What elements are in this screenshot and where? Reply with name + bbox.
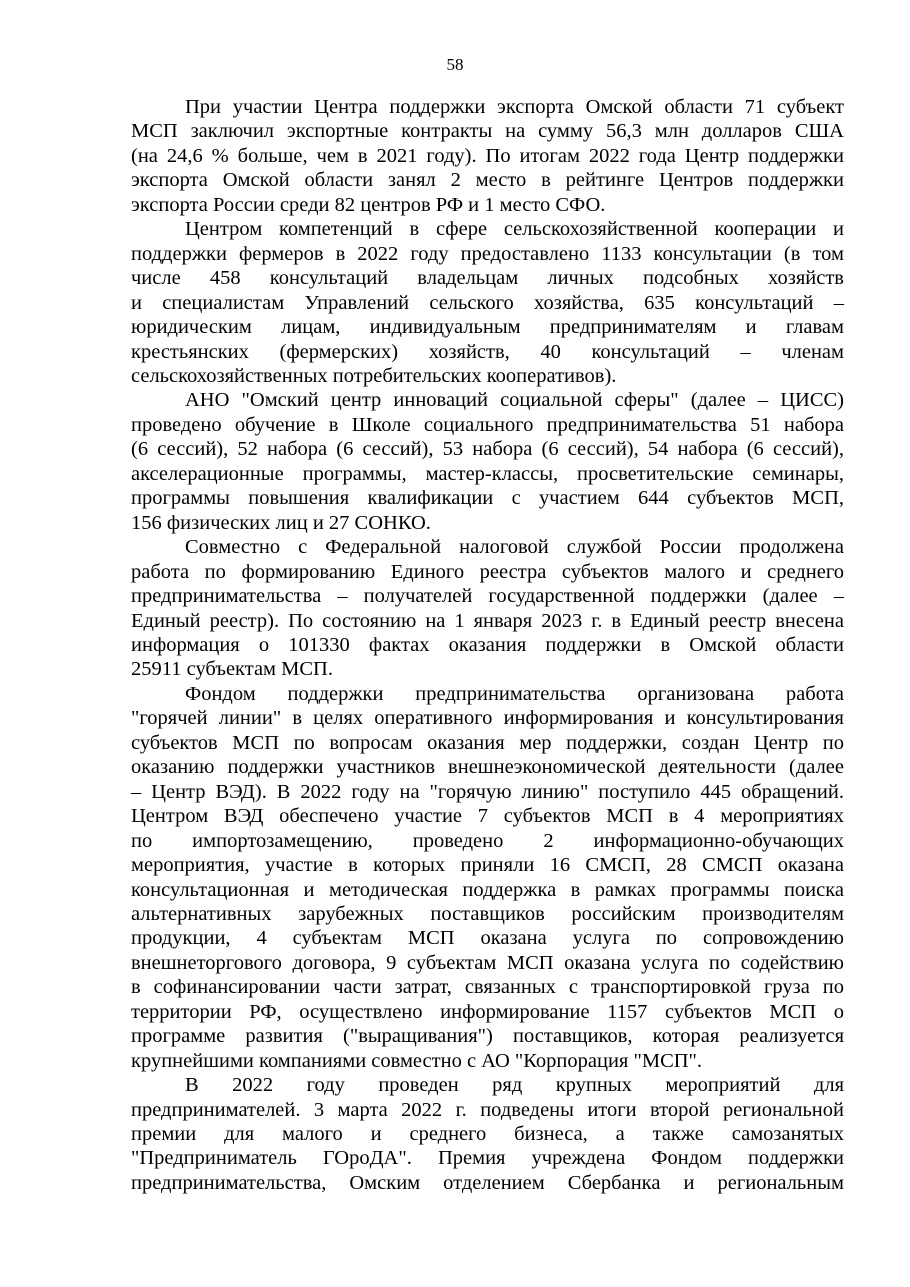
text-line: При участии Центра поддержки экспорта Омской области 71 субъект [185,96,844,118]
text-line: юридическим лицам, индивидуальным предпринимателям и главам [131,316,844,339]
paragraph-export-center [131,95,844,217]
text-line: Фондом поддержки предпринимательства организована работа [185,682,844,705]
document-body [131,95,844,1195]
text-line: программе развития ("выращивания") поставщиков, которая реализуется [131,1025,844,1048]
paragraph-events-award [131,1073,844,1195]
paragraph-social-innovation-center [131,388,844,535]
text-line: предпринимательства – получателей государственной поддержки (далее – [131,585,844,608]
text-line: территории РФ, осуществлено информирование 1157 субъектов МСП о [131,1000,844,1023]
text-line: субъектов МСП по вопросам оказания мер поддержки, создан Центр по [131,731,844,754]
text-line: МСП заключил экспортные контракты на сумму 56,3 млн долларов США [131,120,844,143]
text-line: Центром компетенций в сфере сельскохозяйственной кооперации и [185,218,844,241]
text-line: 156 физических лиц и 27 СОНКО. [131,511,431,534]
text-line: премии для малого и среднего бизнеса, а также самозанятых [131,1123,844,1146]
paragraph-agri-competence-center [131,217,844,388]
text-line: оказанию поддержки участников внешнеэкономической деятельности (далее [131,756,844,779]
text-line: консультационная и методическая поддержка в рамках программы поиска [131,878,844,901]
text-line: мероприятия, участие в которых приняли 16 СМСП, 28 СМСП оказана [131,854,844,877]
text-line: проведено обучение в Школе социального предпринимательства 51 набора [131,413,844,436]
text-line: 25911 субъектам МСП. [131,658,333,681]
text-line: (6 сессий), 52 набора (6 сессий), 53 набора (6 сессий), 54 набора (6 сессий), [131,438,844,461]
text-line: – Центр ВЭД). В 2022 году на "горячую линию" поступило 445 обращений. [131,780,844,803]
text-line: работа по формированию Единого реестра субъектов малого и среднего [131,560,844,583]
text-line: поддержки фермеров в 2022 году предоставлено 1133 консультации (в том [131,242,844,265]
text-line: Совместно с Федеральной налоговой службой России продолжена [185,536,844,559]
text-line: альтернативных зарубежных поставщиков российским производителям [131,902,844,925]
text-line: "горячей линии" в целях оперативного информирования и консультирования [131,707,844,730]
text-line: "Предприниматель ГОроДА". Премия учреждена Фондом поддержки [131,1147,844,1170]
text-line: информация о 101330 фактах оказания поддержки в Омской области [131,633,844,656]
text-line: и специалистам Управлений сельского хозяйства, 635 консультаций – [131,291,844,314]
text-line: внешнеторгового договора, 9 субъектам МСП оказана услуга по содействию [131,951,844,974]
paragraph-hotline-fea-center [131,682,844,1073]
text-line: В 2022 году проведен ряд крупных мероприятий для [185,1074,844,1097]
text-line: крупнейшими компаниями совместно с АО "Корпорация "МСП". [131,1049,703,1072]
text-line: предпринимателей. 3 марта 2022 г. подведены итоги второй региональной [131,1098,844,1121]
text-line: сельскохозяйственных потребительских кооперативов). [131,364,617,387]
text-line: числе 458 консультаций владельцам личных подсобных хозяйств [131,267,844,290]
text-line: предпринимательства, Омским отделением Сбербанка и региональным [131,1171,844,1194]
text-line: по импортозамещению, проведено 2 информационно-обучающих [131,829,844,852]
text-line: АНО "Омский центр инноваций социальной сферы" (далее – ЦИСС) [185,389,844,412]
text-line: Центром ВЭД обеспечено участие 7 субъектов МСП в 4 мероприятиях [131,805,844,828]
page-number: 58 [446,55,464,74]
text-line: (на 24,6 % больше, чем в 2021 году). По итогам 2022 года Центр поддержки [131,144,844,167]
text-line: экспорта России среди 82 центров РФ и 1 место СФО. [131,193,606,216]
text-line: акселерационные программы, мастер-классы, просветительские семинары, [131,462,844,485]
text-line: программы повышения квалификации с участием 644 субъектов МСП, [131,487,844,510]
paragraph-unified-registry [131,535,844,682]
text-line: экспорта Омской области занял 2 место в рейтинге Центров поддержки [131,169,844,192]
text-line: крестьянских (фермерских) хозяйств, 40 консультаций – членам [131,340,844,363]
text-line: в софинансировании части затрат, связанных с транспортировкой груза по [131,976,844,999]
text-line: Единый реестр). По состоянию на 1 января 2023 г. в Единый реестр внесена [131,609,844,632]
text-line: продукции, 4 субъектам МСП оказана услуга по сопровождению [131,927,844,950]
